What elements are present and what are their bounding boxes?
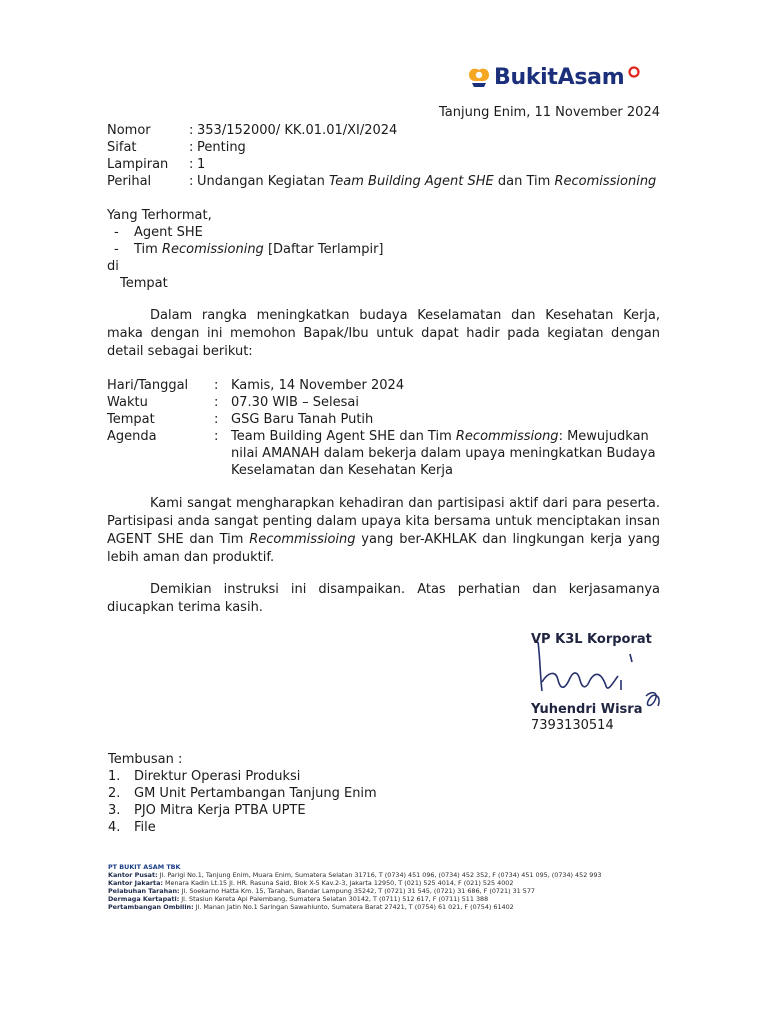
ref-label: Sifat <box>107 140 137 155</box>
recipient-2: Tim Recomissioning [Daftar Terlampir] <box>134 242 384 257</box>
cc-num: 2. <box>108 786 121 801</box>
ref-value: 1 <box>197 157 206 172</box>
recipient-1: Agent SHE <box>134 225 203 240</box>
letter-date: Tanjung Enim, 11 November 2024 <box>439 105 660 120</box>
detail-row: Waktu : 07.30 WIB – Selesai <box>107 395 359 410</box>
cc-item: PJO Mitra Kerja PTBA UPTE <box>134 803 306 818</box>
recipient-bullet: - <box>114 242 119 257</box>
agenda-value: Team Building Agent SHE dan Tim Recommissiong: Mewujudkan nilai AMANAH dalam bekerja dalam upaya meningkatkan Budaya Keselamatan dan Kesehatan Kerja <box>231 429 656 478</box>
intro-paragraph: Dalam rangka meningkatkan budaya Keselamatan dan Kesehatan Kerja, maka dengan ini memohon Bapak/Ibu untuk dapat hadir pada kegiatan dengan detail sebagai berikut: <box>107 308 660 359</box>
cc-num: 4. <box>108 820 121 835</box>
signatory-name: Yuhendri Wisra <box>531 702 643 717</box>
cc-title: Tembusan : <box>108 752 183 767</box>
footer-address-line: Pelabuhan Tarahan: Jl. Soekarno Hatta Km. 15, Tarahan, Bandar Lampung 35242, T (0721) 31 545, (0721) 31 686, F (0721) 31 577 <box>108 887 535 895</box>
footer-address-line: Kantor Pusat: Jl. Parigi No.1, Tanjung Enim, Muara Enim, Sumatera Selatan 31716, T (0734) 451 096, (0734) 452 352, F (0734) 451 095, (0734) 452 993 <box>108 871 602 879</box>
logo-ring-icon <box>627 65 641 79</box>
cc-item: File <box>134 820 156 835</box>
logo-wordmark: BukitAsam <box>494 64 625 90</box>
agenda-label: Agenda <box>107 429 157 444</box>
recipient-bullet: - <box>114 225 119 240</box>
closing-paragraph: Demikian instruksi ini disampaikan. Atas perhatian dan kerjasamanya diucapkan terima kasih. <box>107 582 660 615</box>
cc-num: 3. <box>108 803 121 818</box>
ref-label: Lampiran <box>107 157 169 172</box>
ref-label: Nomor <box>107 123 151 138</box>
signatory-id: 7393130514 <box>531 718 614 733</box>
detail-row: Tempat : GSG Baru Tanah Putih <box>107 412 374 427</box>
participation-paragraph: Kami sangat mengharapkan kehadiran dan partisipasi aktif dari para peserta. Partisipasi anda sangat penting dalam upaya kita bersama untuk menciptakan insan AGENT SHE dan Tim Recommissioing yang ber-AKHLAK dan lingkungan kerja yang lebih aman dan produktif. <box>107 496 660 565</box>
footer-address-line: Kantor Jakarta: Menara Kadin Lt.15 Jl. HR. Rasuna Said, Blok X-5 Kav.2-3, Jakarta 12950, T (021) 525 4014, F (021) 525 4002 <box>108 879 514 887</box>
cc-item: GM Unit Pertambangan Tanjung Enim <box>134 786 377 801</box>
detail-row: Hari/Tanggal : Kamis, 14 November 2024 <box>107 378 405 393</box>
cc-num: 1. <box>108 769 121 784</box>
footer-address-line: Dermaga Kertapati: Jl. Stasiun Kereta Api Palembang, Sumatera Selatan 30142, T (0711) 512 617, F (0711) 511 388 <box>108 895 489 903</box>
agenda-colon: : <box>214 429 219 444</box>
company-logo <box>466 62 641 92</box>
addressee-place: Tempat <box>120 276 168 291</box>
ref-value: Undangan Kegiatan Team Building Agent SHE dan Tim Recomissioning <box>197 174 657 189</box>
bukit-asam-mark-icon <box>466 65 492 89</box>
ref-value: Penting <box>197 140 246 155</box>
cc-item: Direktur Operasi Produksi <box>134 769 301 784</box>
footer-company: PT BUKIT ASAM TBK <box>108 863 181 871</box>
ref-value: 353/152000/ KK.01.01/XI/2024 <box>197 123 398 138</box>
signatory-title: VP K3L Korporat <box>531 632 652 647</box>
addressee-di: di <box>107 259 119 274</box>
footer-address-line: Pertambangan Ombilin: Jl. Manan Jatin No.1 Saringan Sawahlunto, Sumatera Barat 27421, T (0754) 61 021, F (0754) 61402 <box>108 903 514 911</box>
ref-label: Perihal <box>107 174 152 189</box>
salutation: Yang Terhormat, <box>107 208 212 223</box>
